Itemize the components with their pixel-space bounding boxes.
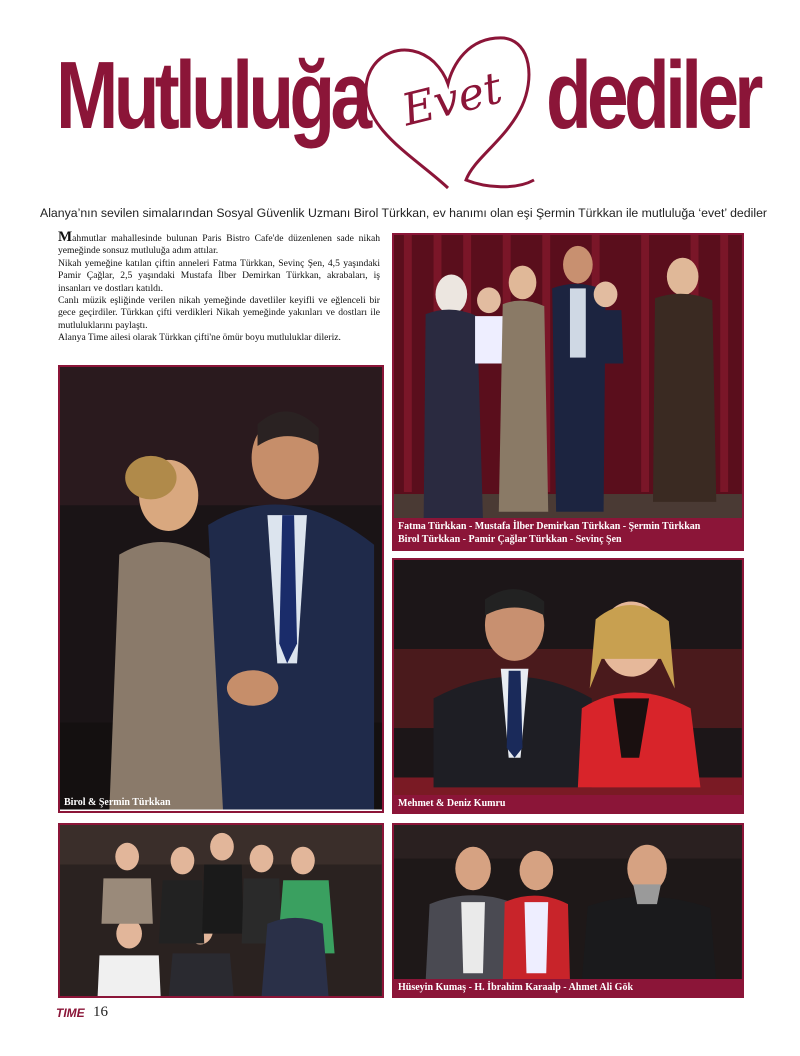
couple-caption: Birol & Şermin Türkkan [64, 797, 171, 808]
drop-cap: M [58, 229, 73, 245]
mehmet-deniz-caption: Mehmet & Deniz Kumru [394, 795, 742, 812]
men-group-photo-image [394, 825, 742, 998]
family-photo [392, 233, 744, 551]
couple-photo [58, 365, 384, 813]
couple-photo-image [60, 367, 382, 810]
women-group-photo [58, 823, 384, 998]
evet-script-word: Evet [396, 62, 508, 137]
time-logo: TIME [56, 1006, 85, 1020]
men-group-caption: Hüseyin Kumaş - H. İbrahim Karaalp - Ahmet Ali Gök [394, 979, 742, 996]
subtitle: Alanya’nın sevilen simalarından Sosyal Güvenlik Uzmanı Birol Türkkan, ev hanımı olan eşi Şermin Türkkan ile mutluluğa ‘evet’ dediler [40, 206, 767, 220]
headline-word-dediler: dediler [546, 42, 759, 149]
family-photo-image [394, 235, 742, 549]
family-caption [394, 518, 742, 549]
mehmet-deniz-photo [392, 558, 744, 814]
article-paragraph-4: Alanya Time ailesi olarak Türkkan çifti'ne ömür boyu mutluluklar dileriz. [58, 332, 341, 344]
family-caption-line-2: Birol Türkkan - Pamir Çağlar Türkkan - Sevinç Şen [398, 533, 622, 545]
family-caption-line-1: Fatma Türkkan - Mustafa İlber Demirkan Türkkan - Şermin Türkkan [398, 521, 701, 532]
mehmet-deniz-photo-image [394, 560, 742, 813]
headline-word-mutluluga: Mutluluğa [56, 42, 368, 149]
article-paragraph-3: Canlı müzik eşliğinde verilen nikah yemeğinde davetliler keyifli ve eğlenceli bir gece geçirdiler. Türkkan çifti verdikleri Nikah yemeğinde yakınları ve dostları ile mutluluklarını paylaştı. [58, 295, 380, 331]
page-number: 16 [93, 1004, 108, 1020]
article-paragraph-1 [58, 231, 380, 258]
article-paragraph-1-text: ahmutlar mahallesinde bulunan Paris Bistro Cafe'de düzenlenen sade nikah yemeğinde sonsuz mutluluğa adım attılar. [58, 233, 380, 257]
article-body [58, 231, 380, 345]
article-paragraph-2: Nikah yemeğine katılan çiftin anneleri Fatma Türkkan, Sevinç Şen, 4,5 yaşındaki Pamir Çağlar, 2,5 yaşındaki Mustafa İlber Demirkan Türkkan, akrabaları, iş insanları ve dostları katıldı. [58, 257, 380, 294]
women-group-photo-image [60, 825, 382, 998]
men-group-photo [392, 823, 744, 998]
